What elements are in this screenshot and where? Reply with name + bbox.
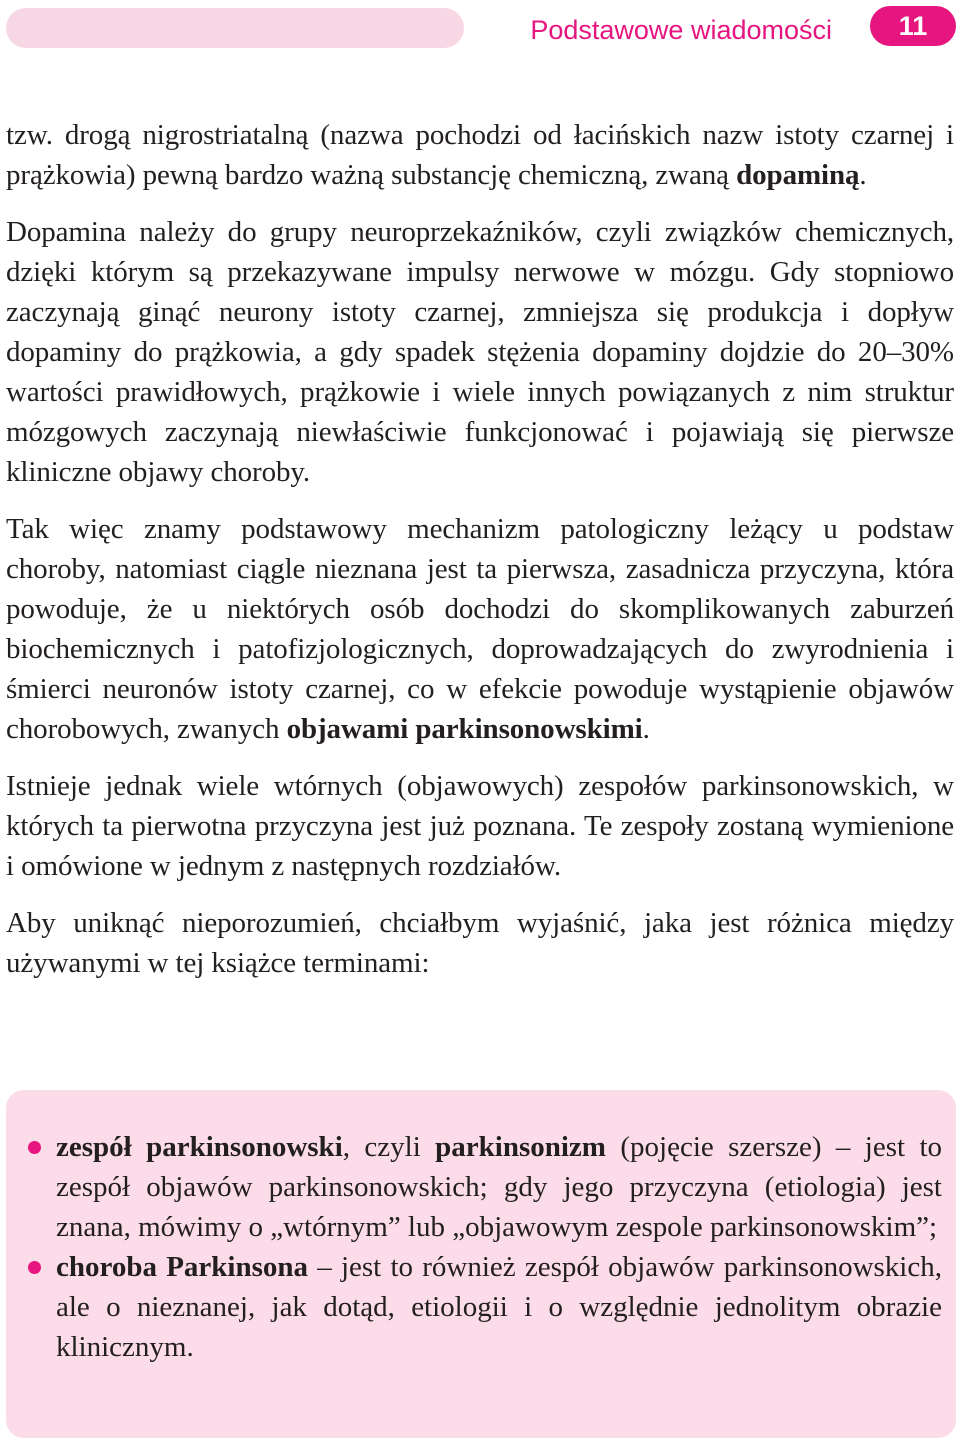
definitions-box — [6, 1090, 956, 1438]
bullet-icon — [28, 1141, 41, 1154]
paragraph-1: tzw. drogą nigrostriatalną (nazwa pochodzi od łacińskich nazw istoty czarnej i prążkowia) pewną bardzo ważną substancję chemiczną, zwaną dopaminą. — [6, 119, 954, 191]
term-parkinsons-disease: choroba Parkinsona — [56, 1251, 309, 1283]
list-item: choroba Parkinsona – jest to również zespół objawów parkinsonowskich, ale o nieznanej, jak dotąd, etiologii i o względnie jednolitym obrazie klinicznym. — [22, 1247, 942, 1367]
definitions-list — [22, 1127, 942, 1367]
paragraph-4: Istnieje jednak wiele wtórnych (objawowych) zespołów parkinsonowskich, w których ta pierwotna przyczyna jest już poznana. Te zespoły zostaną wymienione i omówione w jednym z następnych rozdziałów. — [6, 770, 954, 882]
page-number-badge: 11 — [870, 6, 956, 46]
term-parkinsonian-symptoms: objawami parkinsonowskimi — [286, 713, 643, 745]
paragraph-2: Dopamina należy do grupy neuroprzekaźników, czyli związków chemicznych, dzięki którym są przekazywane impulsy nerwowe w mózgu. Gdy stopniowo zaczynają ginąć neurony istoty czarnej, zmniejsza się produkcja i dopływ dopaminy do prążkowia, a gdy spadek stężenia dopaminy dojdzie do 20–30% wartości prawidłowych, prążkowie i wiele innych powiązanych z nim struktur mózgowych zaczynają niewłaściwie funkcjonować i pojawiają się pierwsze kliniczne objawy choroby. — [6, 216, 954, 488]
list-item: zespół parkinsonowski, czyli parkinsonizm (pojęcie szersze) – jest to zespół objawów parkinsonowskich; gdy jego przyczyna (etiologia) jest znana, mówimy o „wtórnym” lub „objawowym zespole parkinsonowskim”; — [22, 1127, 942, 1247]
main-text — [6, 115, 954, 1000]
paragraph-3: Tak więc znamy podstawowy mechanizm patologiczny leżący u podstaw choroby, natomiast ciągle nieznana jest ta pierwsza, zasadnicza przyczyna, która powoduje, że u niektórych osób dochodzi do skomplikowanych zaburzeń biochemicznych i patofizjologicznych, doprowadzających do zwyrodnienia i śmierci neuronów istoty czarnej, co w efekcie powoduje wystąpienie objawów chorobowych, zwanych objawami parkinsonowskimi. — [6, 513, 954, 745]
section-title: Podstawowe wiadomości — [530, 15, 832, 45]
term-dopamine: dopaminą — [736, 159, 860, 191]
bullet-icon — [28, 1261, 41, 1274]
term-parkinsonian-syndrome: zespół parkinsonowski — [56, 1131, 343, 1163]
term-parkinsonism: parkinsonizm — [435, 1131, 606, 1163]
header-band — [6, 8, 464, 48]
paragraph-5: Aby uniknąć nieporozumień, chciałbym wyjaśnić, jaka jest różnica między używanymi w tej książce terminami: — [6, 907, 954, 979]
